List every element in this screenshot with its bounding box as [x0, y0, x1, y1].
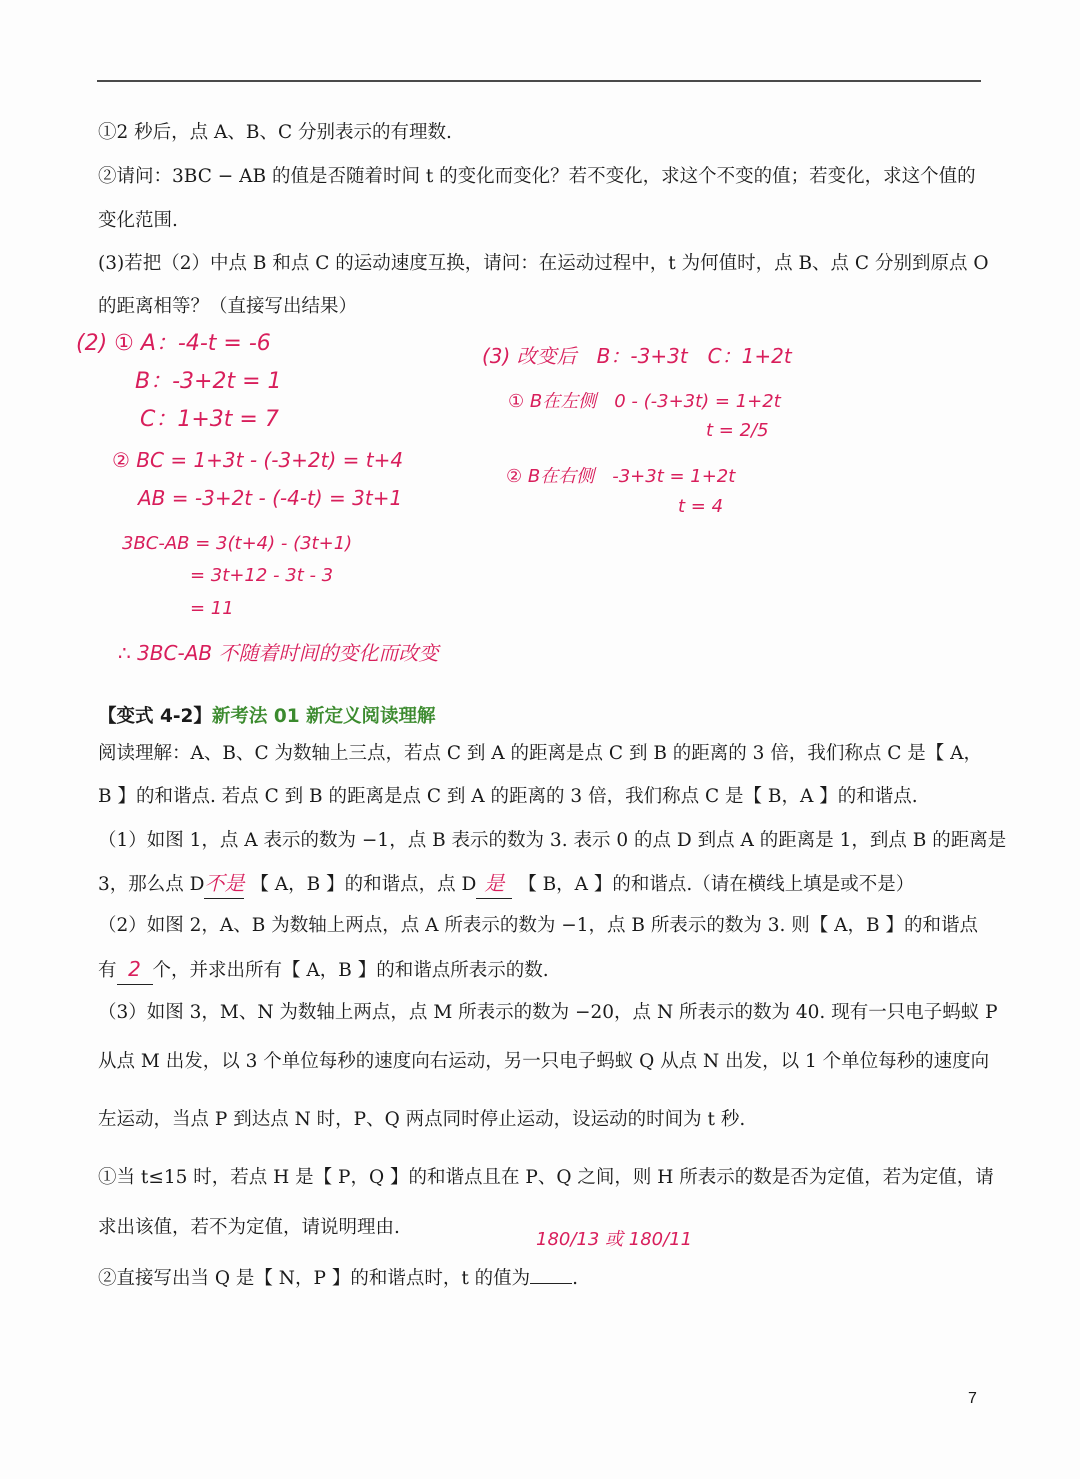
handwriting-line: t = 4	[678, 496, 724, 517]
question-3-line-3: 左运动，当点 P 到达点 N 时，P、Q 两点同时停止运动，设运动的时间为 t 秒.	[98, 1109, 746, 1130]
question-3-line-2: 从点 M 出发，以 3 个单位每秒的速度向右运动，另一只电子蚂蚁 Q 从点 N 出发，以 1 个单位每秒的速度向	[98, 1051, 990, 1072]
problem-line-3: 变化范围.	[98, 210, 178, 231]
page-number: 7	[968, 1390, 977, 1407]
handwritten-answer: 2	[128, 957, 141, 981]
handwriting-line: C：1+3t = 7	[140, 407, 279, 432]
answer-blank-1	[204, 870, 244, 899]
handwriting-line: ② BC = 1+3t - (-3+2t) = t+4	[112, 448, 404, 472]
handwritten-answer-fraction: 180/13 或 180/11	[536, 1229, 693, 1250]
question-2-line-1: （2）如图 2，A、B 为数轴上两点，点 A 所表示的数为 −1，点 B 所表示的数为 3. 则【 A，B 】的和谐点	[98, 915, 979, 936]
handwriting-line: AB = -3+2t - (-4-t) = 3t+1	[138, 486, 403, 510]
question-2-line-2: 有 2 个，并求出所有【 A，B 】的和谐点所表示的数.	[98, 956, 549, 985]
variant-header	[98, 704, 436, 730]
handwriting-line: (3) 改变后 B：-3+3t C：1+2t	[482, 344, 792, 368]
handwriting-line: 3BC-AB = 3(t+4) - (3t+1)	[122, 533, 353, 554]
question-3-line-1: （3）如图 3，M、N 为数轴上两点，点 M 所表示的数为 −20，点 N 所表示的数为 40. 现有一只电子蚂蚁 P	[98, 1002, 998, 1023]
handwriting-line: = 11	[190, 598, 234, 619]
problem-line-2: ②请问：3BC − AB 的值是否随着时间 t 的变化而变化？若不变化，求这个不变的值；若变化，求这个值的	[98, 166, 976, 187]
variant-paragraph-2: B 】的和谐点. 若点 C 到 B 的距离是点 C 到 A 的距离的 3 倍，我们称点 C 是【 B，A 】的和谐点.	[98, 786, 918, 807]
handwritten-answer: 不是	[204, 871, 245, 895]
handwriting-conclusion: ∴ 3BC-AB 不随着时间的变化而改变	[118, 641, 439, 665]
question-3-line-6: ②直接写出当 Q 是【 N，P 】的和谐点时，t 的值为 .	[98, 1268, 579, 1289]
handwriting-line: B：-3+2t = 1	[135, 369, 282, 394]
question-1-line-2: 3，那么点 D不是 【 A，B 】的和谐点，点 D 是 【 B，A 】的和谐点.（请在横线上填是或不是）	[98, 870, 914, 899]
variant-label: 【变式 4-2】	[98, 706, 212, 727]
question-3-line-4: ①当 t≤15 时，若点 H 是【 P，Q 】的和谐点且在 P、Q 之间，则 H 所表示的数是否为定值，若为定值，请	[98, 1167, 994, 1188]
handwriting-line: ② B在右侧 -3+3t = 1+2t	[506, 466, 736, 487]
answer-blank-2	[476, 870, 512, 899]
question-1-line-1: （1）如图 1，点 A 表示的数为 −1，点 B 表示的数为 3. 表示 0 的点 D 到点 A 的距离是 1，到点 B 的距离是	[98, 830, 1007, 851]
answer-blank-4	[530, 1283, 572, 1284]
problem-line-5: 的距离相等？（直接写出结果）	[98, 296, 358, 317]
variant-tag: 新考法 01 新定义阅读理解	[211, 706, 436, 727]
variant-paragraph-1: 阅读理解：A、B、C 为数轴上三点，若点 C 到 A 的距离是点 C 到 B 的距离的 3 倍，我们称点 C 是【 A，	[98, 743, 982, 764]
handwritten-answer: 是	[484, 871, 505, 895]
question-3-line-5: 求出该值，若不为定值，请说明理由.	[98, 1217, 400, 1238]
answer-blank-3	[117, 956, 153, 985]
handwriting-line: t = 2/5	[706, 420, 769, 441]
handwriting-line: ① B在左侧 0 - (-3+3t) = 1+2t	[508, 391, 781, 412]
handwriting-line: = 3t+12 - 3t - 3	[190, 565, 334, 586]
header-rule	[97, 80, 981, 82]
problem-line-4: (3)若把（2）中点 B 和点 C 的运动速度互换，请问：在运动过程中，t 为何值时，点 B、点 C 分别到原点 O	[98, 253, 989, 274]
handwriting-line: (2) ① A：-4-t = -6	[76, 331, 271, 356]
problem-line-1: ①2 秒后，点 A、B、C 分别表示的有理数.	[98, 122, 452, 143]
